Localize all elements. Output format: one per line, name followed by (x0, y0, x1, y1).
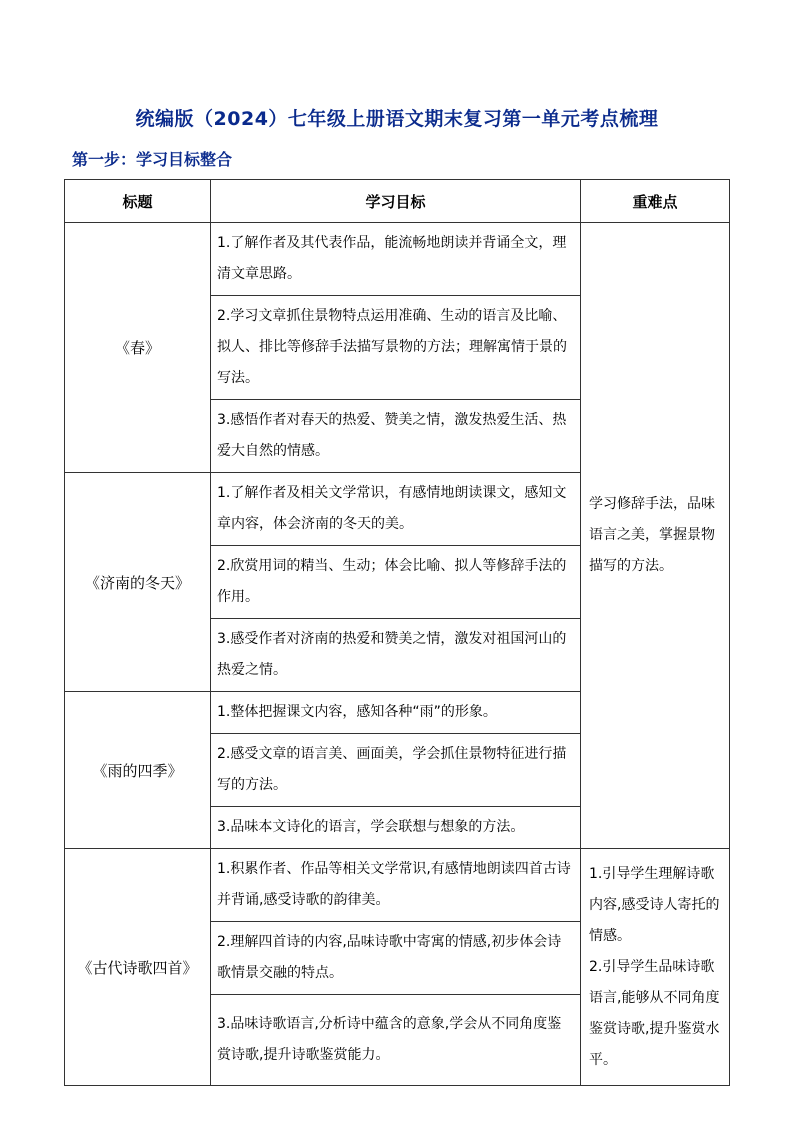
lesson-goal: 1.积累作者、作品等相关文学常识,有感情地朗读四首古诗并背诵,感受诗歌的韵律美。 (211, 849, 581, 922)
header-title: 标题 (65, 180, 211, 223)
header-key-points: 重难点 (581, 180, 730, 223)
lesson-goal: 1.了解作者及相关文学常识，有感情地朗读课文，感知文章内容，体会济南的冬天的美。 (211, 473, 581, 546)
step-heading: 第一步：学习目标整合 (72, 150, 233, 169)
key-points-cell-2 (581, 849, 730, 1086)
lesson-title-poems: 《古代诗歌四首》 (65, 849, 211, 1086)
lesson-title-rain: 《雨的四季》 (65, 692, 211, 849)
key-point-line: 2.引导学生品味诗歌语言,能够从不同角度鉴赏诗歌,提升鉴赏水平。 (589, 958, 720, 1068)
lesson-goal: 2.理解四首诗的内容,品味诗歌中寄寓的情感,初步体会诗歌情景交融的特点。 (211, 922, 581, 995)
table-row (65, 849, 730, 922)
lesson-title-jinan: 《济南的冬天》 (65, 473, 211, 692)
table-header-row (65, 180, 730, 223)
lesson-goal: 1.了解作者及其代表作品，能流畅地朗读并背诵全文，理清文章思路。 (211, 223, 581, 296)
lesson-goal: 2.欣赏用词的精当、生动；体会比喻、拟人等修辞手法的作用。 (211, 546, 581, 619)
learning-goals-table (64, 179, 730, 1086)
header-goals: 学习目标 (211, 180, 581, 223)
lesson-goal: 2.学习文章抓住景物特点运用准确、生动的语言及比喻、拟人、排比等修辞手法描写景物的方法；理解寓情于景的写法。 (211, 296, 581, 400)
lesson-goal: 2.感受文章的语言美、画面美，学会抓住景物特征进行描写的方法。 (211, 734, 581, 807)
document-title: 统编版（2024）七年级上册语文期末复习第一单元考点梳理 (135, 108, 659, 130)
key-point-line: 1.引导学生理解诗歌内容,感受诗人寄托的情感。 (589, 865, 720, 944)
lesson-goal: 3.品味诗歌语言,分析诗中蕴含的意象,学会从不同角度鉴赏诗歌,提升诗歌鉴赏能力。 (211, 995, 581, 1086)
key-points-cell-1: 学习修辞手法，品味语言之美，掌握景物描写的方法。 (581, 223, 730, 849)
lesson-goal: 3.感受作者对济南的热爱和赞美之情，激发对祖国河山的热爱之情。 (211, 619, 581, 692)
table-row (65, 223, 730, 296)
lesson-title-chun: 《春》 (65, 223, 211, 473)
lesson-goal: 3.感悟作者对春天的热爱、赞美之情，激发热爱生活、热爱大自然的情感。 (211, 400, 581, 473)
lesson-goal: 3.品味本文诗化的语言，学会联想与想象的方法。 (211, 807, 581, 849)
lesson-goal: 1.整体把握课文内容，感知各种“雨”的形象。 (211, 692, 581, 734)
